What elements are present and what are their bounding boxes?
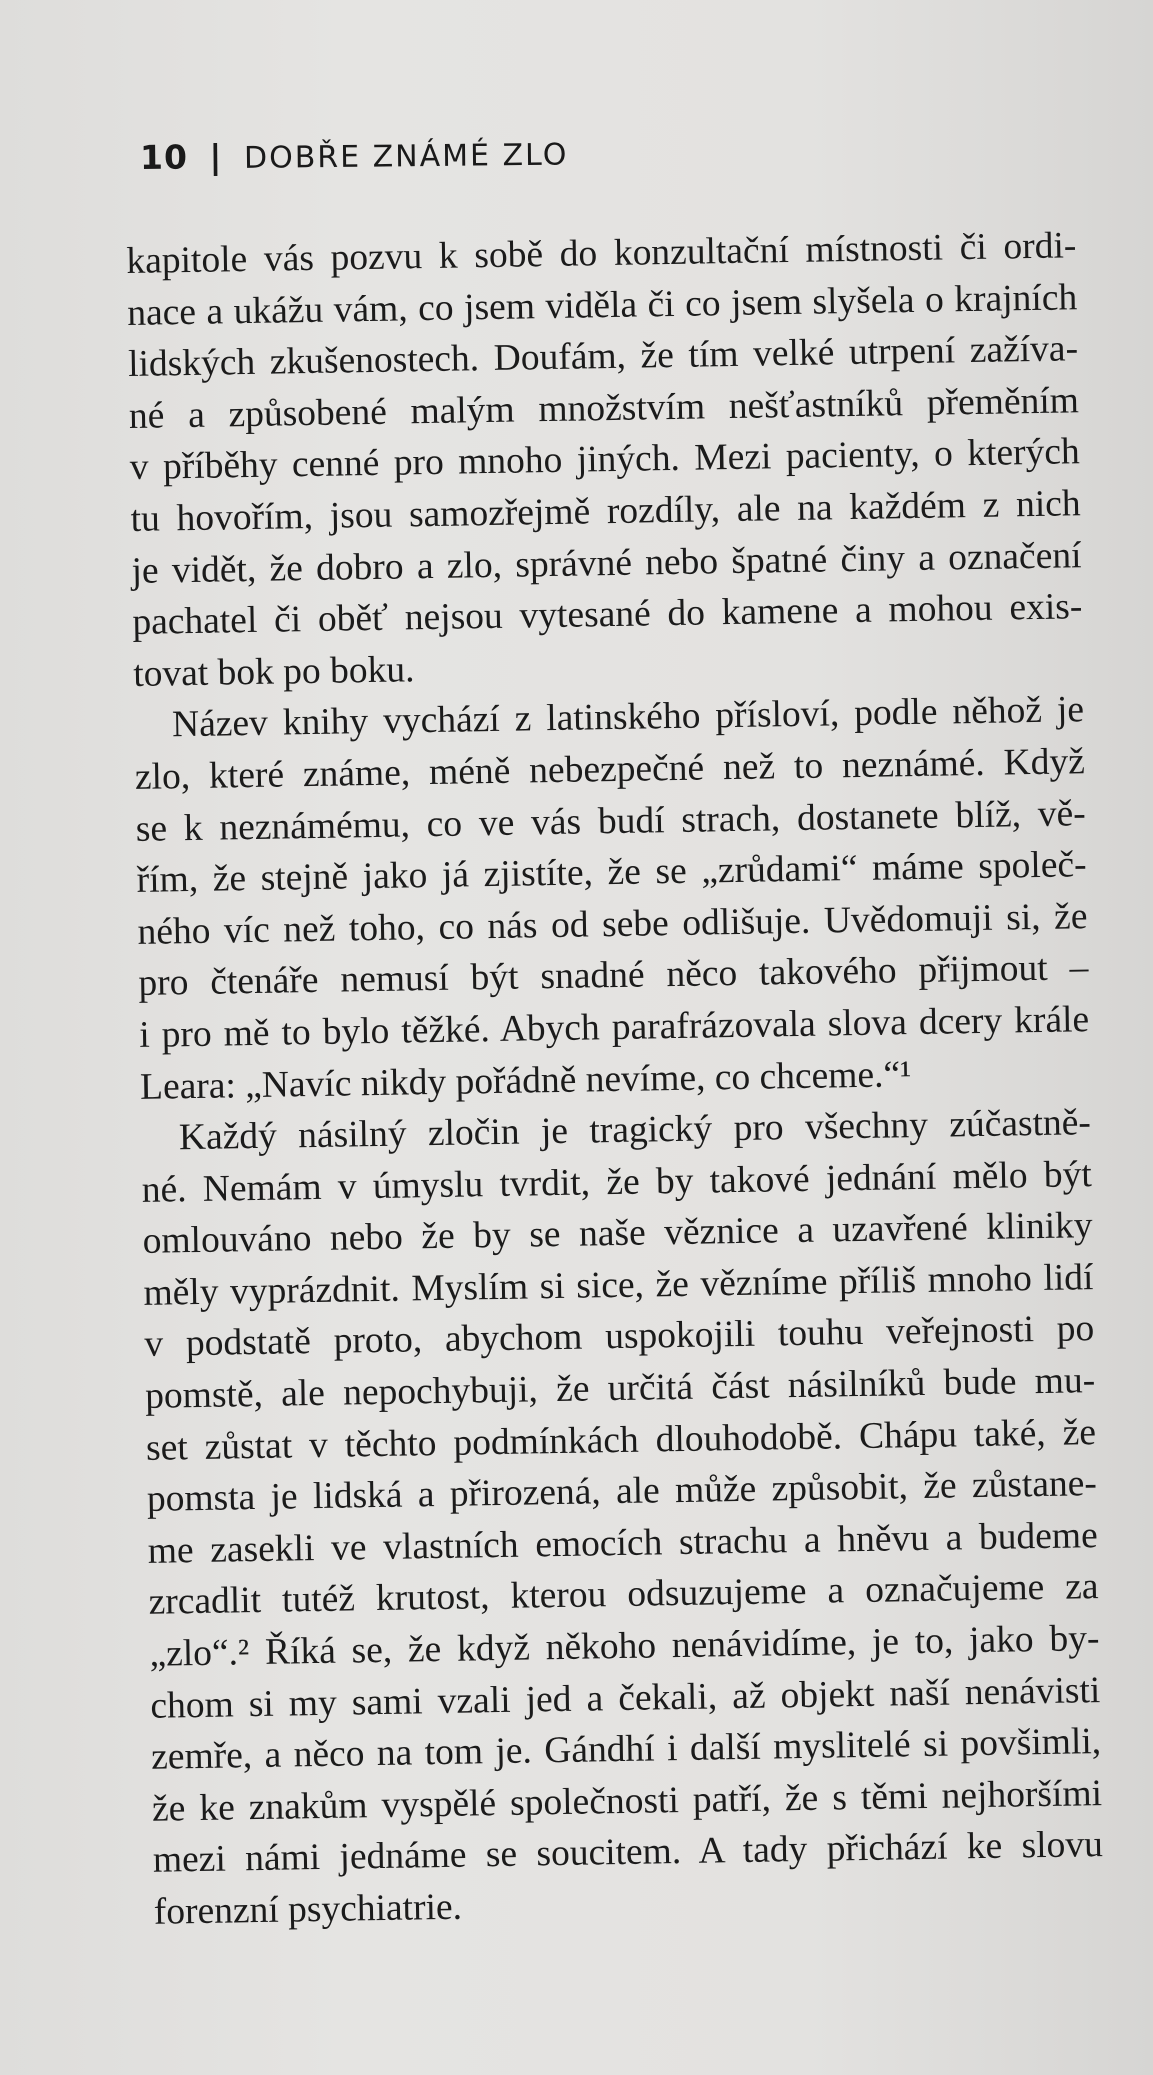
text-line: set zůstat v těchto podmínkách dlouhodobě. Chápu také, že xyxy=(145,1411,1097,1469)
running-head-separator: | xyxy=(209,137,223,177)
text-line: v příběhy cenné pro mnoho jiných. Mezi pacienty, o kterých xyxy=(129,431,1081,489)
text-line: mezi námi jednáme se soucitem. A tady přichází ke slovu xyxy=(152,1824,1104,1882)
text-line: je vidět, že dobro a zlo, správné nebo špatné činy a označení xyxy=(131,534,1082,592)
text-line: chom si my sami vzali jed a čekali, až objekt naší nenávisti xyxy=(150,1669,1101,1727)
paragraph-end-line: forenzní psychiatrie. xyxy=(153,1886,463,1933)
paragraph-end-line: tovat bok po boku. xyxy=(132,649,415,695)
text-line: že ke znakům vyspělé společnosti patří, že s těmi nejhoršími xyxy=(151,1772,1103,1830)
text-line: pachatel či oběť nejsou vytesané do kamene a mohou exis- xyxy=(132,586,1083,644)
text-line: pomsta je lidská a přirozená, ale může způsobit, že zůstane- xyxy=(146,1463,1098,1521)
text-line: v podstatě proto, abychom uspokojili touhu veřejnosti po xyxy=(144,1308,1095,1366)
text-line: zemře, a něco na tom je. Gándhí i další myslitelé si povšimli, xyxy=(150,1721,1102,1779)
body-text xyxy=(126,220,1104,1938)
text-line: me zasekli ve vlastních emocích strachu a hněvu a budeme xyxy=(147,1514,1099,1572)
paragraph-start-line: Každý násilný zločin je tragický pro všechny zúčastně- xyxy=(178,1102,1092,1159)
text-line: omlouváno nebo že by se naše věznice a uzavřené kliniky xyxy=(142,1205,1093,1263)
book-title: DOBŘE ZNÁMÉ ZLO xyxy=(243,137,569,176)
text-line: né. Nemám v úmyslu tvrdit, že by takové jednání mělo být xyxy=(141,1153,1093,1211)
text-line: „zlo“.² Říká se, že když někoho nenávidíme, je to, jako by- xyxy=(149,1618,1100,1675)
paragraph-end-line: Leara: „Navíc nikdy pořádně nevíme, co chceme.“¹ xyxy=(139,1053,912,1108)
text-line: pro čtenáře nemusí být snadné něco takového přijmout – xyxy=(138,947,1089,1005)
text-line: lidských zkušenostech. Doufám, že tím velké utrpení zažíva- xyxy=(127,328,1079,386)
text-line: né a způsobené malým množstvím nešťastníků přeměním xyxy=(128,380,1080,437)
text-line: zrcadlit tutéž krutost, kterou odsuzujeme a označujeme za xyxy=(148,1566,1099,1624)
paragraph-start-line: Název knihy vychází z latinského přísloví, podle něhož je xyxy=(171,689,1085,746)
text-line: ného víc než toho, co nás od sebe odlišuje. Uvědomuji si, že xyxy=(137,895,1088,953)
text-line: pomstě, ale nepochybuji, že určitá část násilníků bude mu- xyxy=(144,1360,1096,1417)
text-line: kapitole vás pozvu k sobě do konzultační místnosti či ordi- xyxy=(126,225,1077,282)
text-line: řím, že stejně jako já zjistíte, že se „zrůdami“ máme společ- xyxy=(136,844,1087,902)
text-line: tu hovořím, jsou samozřejmě rozdíly, ale na každém z nich xyxy=(130,483,1081,540)
text-line: zlo, které známe, méně nebezpečné než to neznámé. Když xyxy=(134,741,1086,798)
text-line: i pro mě to bylo těžké. Abych parafrázovala slova dcery krále xyxy=(138,999,1090,1056)
running-head xyxy=(140,134,569,177)
text-line: měly vyprázdnit. Myslím si sice, že vězníme příliš mnoho lidí xyxy=(143,1256,1094,1314)
text-line: nace a ukážu vám, co jsem viděla či co jsem slyšela o krajních xyxy=(126,276,1078,334)
page-number: 10 xyxy=(139,137,189,177)
text-line: se k neznámému, co ve vás budí strach, dostanete blíž, vě- xyxy=(135,792,1087,850)
